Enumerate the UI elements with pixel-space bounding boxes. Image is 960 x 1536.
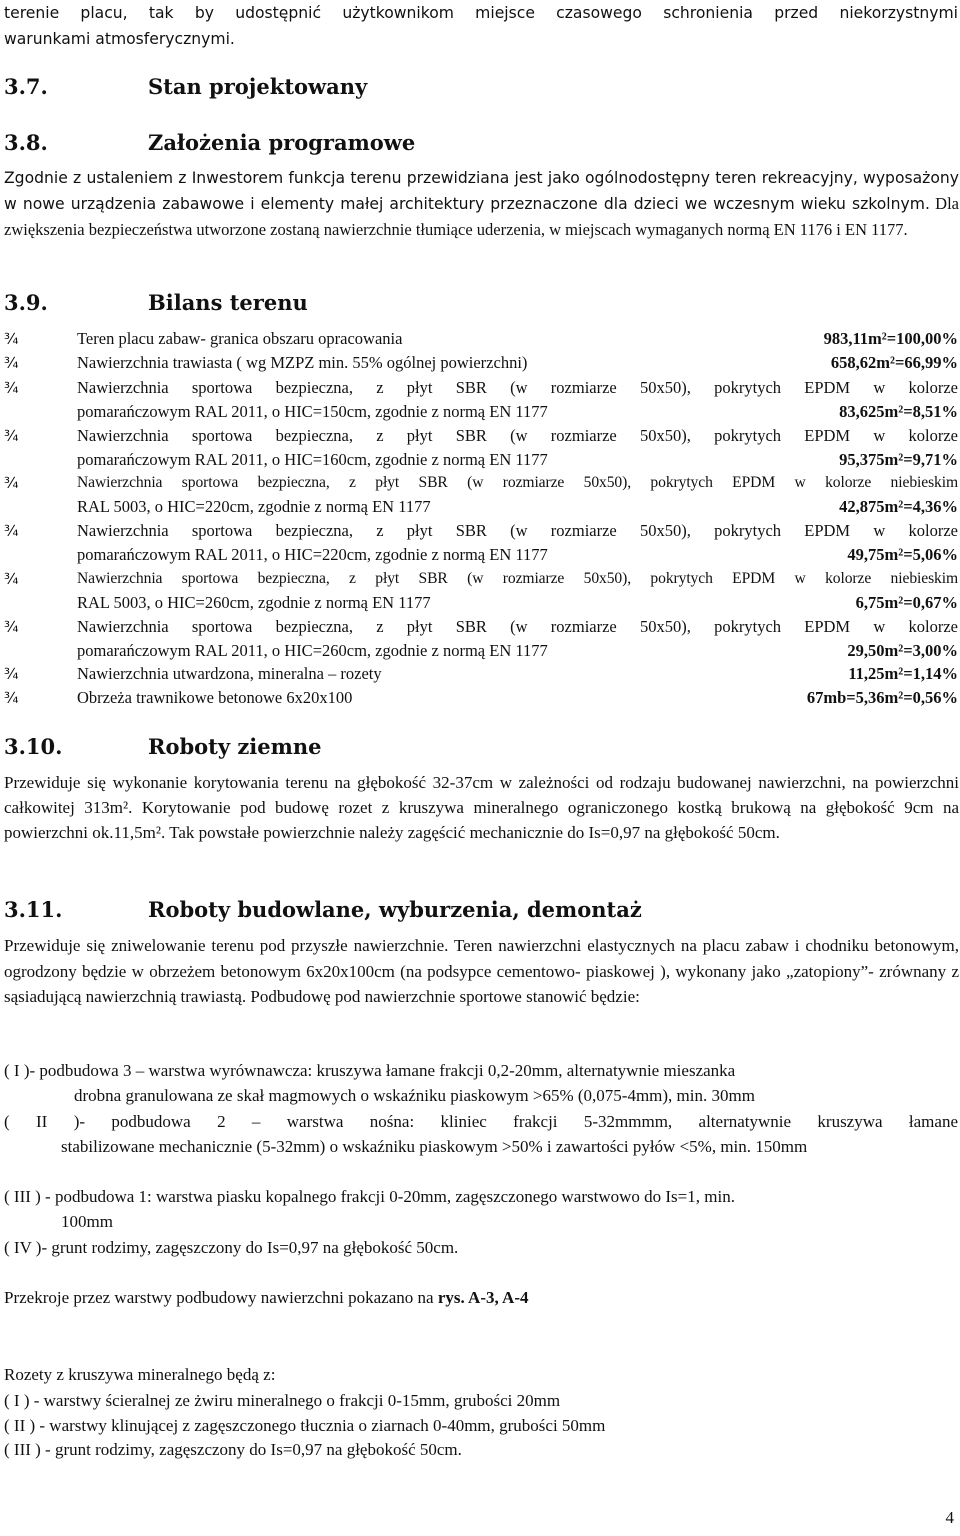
layer-item-first-line: ( I )- podbudowa 3 – warstwa wyrównawcza: kruszywa łamane frakcji 0,2-20mm, alternatywnie mieszanka xyxy=(4,1061,736,1080)
section-title: Roboty ziemne xyxy=(148,734,322,759)
layer-item-continuation: 100mm xyxy=(61,1212,113,1231)
heading-3-9 xyxy=(4,290,308,315)
balance-item-value: 83,625m²=8,51% xyxy=(839,402,958,421)
layer-item xyxy=(4,1109,958,1159)
balance-item-line1: Nawierzchnia sportowa bezpieczna, z płyt SBR (w rozmiarze 50x50), pokrytych EPDM w kolorze niebieskim xyxy=(77,474,958,491)
balance-item-line1: Nawierzchnia sportowa bezpieczna, z płyt SBR (w rozmiarze 50x50), pokrytych EPDM w kolorze xyxy=(77,521,958,540)
bullet-glyph: ¾ xyxy=(4,379,19,397)
balance-item-line1: Nawierzchnia sportowa bezpieczna, z płyt SBR (w rozmiarze 50x50), pokrytych EPDM w kolorze xyxy=(77,378,958,397)
section-number: 3.7. xyxy=(4,74,48,99)
rosette-layer: ( III ) - grunt rodzimy, zagęszczony do Is=0,97 na głębokość 50cm. xyxy=(4,1440,462,1459)
bullet-glyph: ¾ xyxy=(4,330,19,348)
balance-item-value: 29,50m²=3,00% xyxy=(847,641,958,660)
section-title: Założenia programowe xyxy=(148,130,416,155)
section-title: Stan projektowany xyxy=(148,74,368,99)
heading-3-11 xyxy=(4,897,642,922)
layer-item xyxy=(4,1058,958,1108)
section-number: 3.11. xyxy=(4,897,63,922)
balance-item xyxy=(4,686,958,710)
balance-item-value: 67mb=5,36m²=0,56% xyxy=(806,688,958,707)
layer-item-first-line: ( II )- podbudowa 2 – warstwa nośna: kliniec frakcji 5-32mmmm, alternatywnie kruszywa łamane xyxy=(4,1112,958,1131)
balance-item-text: pomarańczowym RAL 2011, o HIC=220cm, zgodnie z normą EN 1177 xyxy=(77,545,548,564)
balance-item-text: Obrzeża trawnikowe betonowe 6x20x100 xyxy=(77,688,353,707)
drawing-reference: rys. A-3, A-4 xyxy=(437,1288,529,1307)
heading-3-8 xyxy=(4,130,415,155)
balance-item-line1: Nawierzchnia sportowa bezpieczna, z płyt SBR (w rozmiarze 50x50), pokrytych EPDM w kolorze xyxy=(77,617,958,636)
bullet-glyph: ¾ xyxy=(4,354,19,372)
balance-item-text: pomarańczowym RAL 2011, o HIC=160cm, zgodnie z normą EN 1177 xyxy=(77,450,548,469)
layer-item-first-line: ( III ) - podbudowa 1: warstwa piasku kopalnego frakcji 0-20mm, zagęszczonego warstwowo do Is=1, min. xyxy=(4,1187,735,1206)
balance-item-text: Nawierzchnia trawiasta ( wg MZPZ min. 55% ogólnej powierzchni) xyxy=(77,353,528,372)
layer-item-continuation: drobna granulowana ze skał magmowych o wskaźniku piaskowym >65% (0,075-4mm), min. 30mm xyxy=(74,1086,755,1105)
balance-item-value: 11,25m²=1,14% xyxy=(848,664,958,683)
balance-item xyxy=(4,567,958,615)
paragraph-3-10: Przewiduje się wykonanie korytowania terenu na głębokość 32-37cm w zależności od rodzaju budowanej nawierzchni, na powierzchni całkowitej 313m². Korytowanie pod budowę rozet z kruszywa mineralnego ograniczonego kostką brukową na głębokość 9cm na powierzchni ok.11,5m². Tak powstałe powierzchnie należy zagęścić mechanicznie do Is=0,97 na głębokość 50cm. xyxy=(4,773,959,842)
bullet-glyph: ¾ xyxy=(4,474,19,492)
layer-item xyxy=(4,1235,958,1260)
balance-item-line1: Nawierzchnia sportowa bezpieczna, z płyt SBR (w rozmiarze 50x50), pokrytych EPDM w kolorze xyxy=(77,426,958,445)
balance-item-value: 983,11m²=100,00% xyxy=(823,329,958,348)
layer-item xyxy=(4,1184,958,1234)
balance-item xyxy=(4,615,958,663)
balance-item-value: 6,75m²=0,67% xyxy=(855,593,958,612)
section-number: 3.10. xyxy=(4,734,63,759)
section-title: Bilans terenu xyxy=(148,290,308,315)
balance-item xyxy=(4,519,958,567)
paragraph-3-8-serif: Dla zwiększenia bezpieczeństwa utworzone zostaną nawierzchnie tłumiące uderzenia, w miejscach wymaganych normą EN 1176 i EN 1177. xyxy=(4,194,959,239)
balance-item-value: 49,75m²=5,06% xyxy=(847,545,958,564)
section-number: 3.9. xyxy=(4,290,48,315)
sections-note-text: Przekroje przez warstwy podbudowy nawierzchni pokazano na xyxy=(4,1288,434,1307)
balance-item-line1: Nawierzchnia sportowa bezpieczna, z płyt SBR (w rozmiarze 50x50), pokrytych EPDM w kolorze niebieskim xyxy=(77,570,958,587)
balance-item xyxy=(4,662,958,686)
balance-item-value: 658,62m²=66,99% xyxy=(830,353,958,372)
bullet-glyph: ¾ xyxy=(4,522,19,540)
balance-item-value: 42,875m²=4,36% xyxy=(839,497,958,516)
intro-line-2: warunkami atmosferycznymi. xyxy=(4,30,235,48)
balance-item xyxy=(4,351,958,375)
layer-item-first-line: ( IV )- grunt rodzimy, zagęszczony do Is=0,97 na głębokość 50cm. xyxy=(4,1238,459,1257)
heading-3-10 xyxy=(4,734,321,759)
balance-item-text: Teren placu zabaw- granica obszaru opracowania xyxy=(77,329,403,348)
sections-note xyxy=(4,1288,528,1308)
section-number: 3.8. xyxy=(4,130,48,155)
section-title: Roboty budowlane, wyburzenia, demontaż xyxy=(148,897,642,922)
bullet-glyph: ¾ xyxy=(4,689,19,707)
balance-item xyxy=(4,471,958,519)
balance-item-text: Nawierzchnia utwardzona, mineralna – rozety xyxy=(77,664,382,683)
balance-item-text: pomarańczowym RAL 2011, o HIC=150cm, zgodnie z normą EN 1177 xyxy=(77,402,548,421)
heading-3-7 xyxy=(4,74,367,99)
bullet-glyph: ¾ xyxy=(4,665,19,683)
paragraph-3-8 xyxy=(4,165,959,242)
rosette-layer: ( I ) - warstwy ścieralnej ze żwiru mineralnego o frakcji 0-15mm, grubości 20mm xyxy=(4,1391,561,1410)
balance-item xyxy=(4,424,958,472)
balance-item-text: RAL 5003, o HIC=260cm, zgodnie z normą EN 1177 xyxy=(77,593,431,612)
layer-item-continuation: stabilizowane mechanicznie (5-32mm) o wskaźniku piaskowym >50% i zawartości pyłów <5%, min. 150mm xyxy=(61,1137,808,1156)
rosette-layer: ( II ) - warstwy klinującej z zagęszczonego tłucznia o ziarnach 0-40mm, grubości 50mm xyxy=(4,1416,606,1435)
paragraph-3-11: Przewiduje się zniwelowanie terenu pod przyszłe nawierzchnie. Teren nawierzchni elastycznych na placu zabaw i chodniku betonowym, ogrodzony będzie w obrzeżem betonowym 6x20x100cm (na podsypce cementowo- piaskowej ), wykonany jako „zatopiony”- zrównany z sąsiadującą nawierzchnią trawiastą. Podbudowę pod nawierzchnie sportowe stanowić będzie: xyxy=(4,936,959,1006)
balance-item xyxy=(4,376,958,424)
paragraph-3-8-sans: Zgodnie z ustaleniem z Inwestorem funkcja terenu przewidziana jest jako ogólnodostępny teren rekreacyjny, wyposażony w nowe urządzenia zabawowe i elementy małej architektury przeznaczone dla dzieci we wczesnym wieku szkolnym. xyxy=(4,169,959,213)
balance-item-value: 95,375m²=9,71% xyxy=(839,450,958,469)
balance-item-text: pomarańczowym RAL 2011, o HIC=260cm, zgodnie z normą EN 1177 xyxy=(77,641,548,660)
balance-item xyxy=(4,327,958,351)
rosettes-intro: Rozety z kruszywa mineralnego będą z: xyxy=(4,1365,276,1384)
bullet-glyph: ¾ xyxy=(4,570,19,588)
bullet-glyph: ¾ xyxy=(4,618,19,636)
intro-line-1: terenie placu, tak by udostępnić użytkownikom miejsce czasowego schronienia przed niekorzystnymi xyxy=(4,4,958,22)
bullet-glyph: ¾ xyxy=(4,427,19,445)
balance-item-text: RAL 5003, o HIC=220cm, zgodnie z normą EN 1177 xyxy=(77,497,431,516)
page-number: 4 xyxy=(945,1508,954,1527)
